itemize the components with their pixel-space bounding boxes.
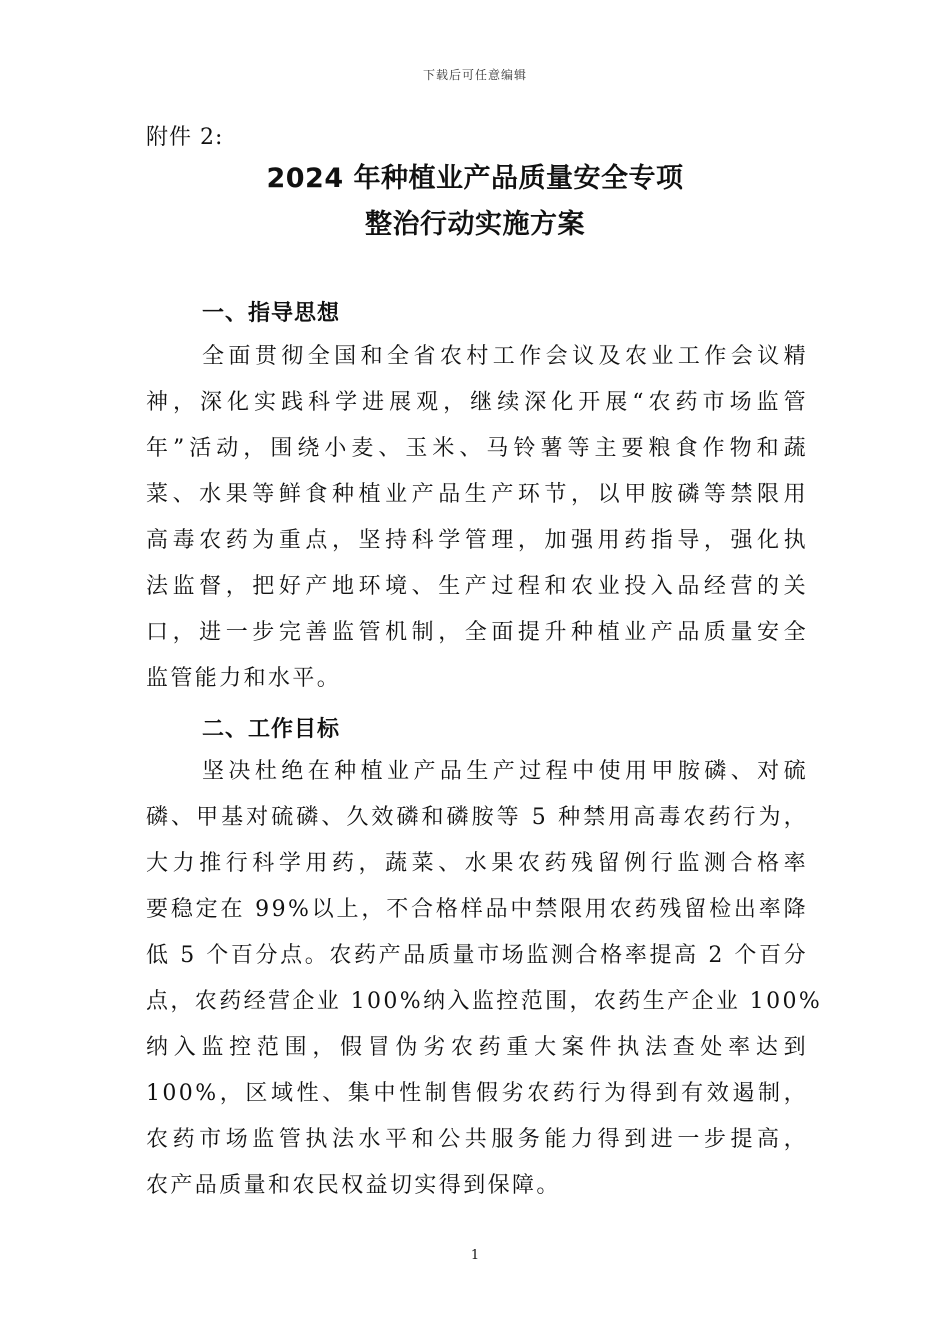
document-title-line-1: 2024 年种植业产品质量安全专项 bbox=[266, 163, 684, 194]
paragraph-line: 年”活动，围绕小麦、玉米、马铃薯等主要粮食作物和蔬 bbox=[146, 436, 808, 461]
header-note: 下载后可任意编辑 bbox=[422, 68, 527, 82]
paragraph-line: 大力推行科学用药，蔬菜、水果农药残留例行监测合格率 bbox=[146, 851, 808, 876]
paragraph-line: 全面贯彻全国和全省农村工作会议及农业工作会议精 bbox=[202, 344, 808, 369]
paragraph-line: 低 5 个百分点。农药产品质量市场监测合格率提高 2 个百分 bbox=[146, 943, 808, 968]
paragraph-line: 点，农药经营企业 100%纳入监控范围，农药生产企业 100% bbox=[146, 989, 823, 1014]
page-number: 1 bbox=[470, 1248, 480, 1263]
paragraph-line: 高毒农药为重点，坚持科学管理，加强用药指导，强化执 bbox=[146, 528, 808, 553]
section-heading-work-objectives: 二、工作目标 bbox=[202, 717, 341, 742]
paragraph-line: 法监督，把好产地环境、生产过程和农业投入品经营的关 bbox=[146, 574, 808, 599]
paragraph-line: 要稳定在 99%以上，不合格样品中禁限用农药残留检出率降 bbox=[146, 897, 808, 922]
paragraph-line: 磷、甲基对硫磷、久效磷和磷胺等 5 种禁用高毒农药行为， bbox=[146, 805, 808, 830]
paragraph-line: 神，深化实践科学进展观，继续深化开展“农药市场监管 bbox=[146, 390, 808, 415]
document-title-line-2: 整治行动实施方案 bbox=[365, 209, 585, 240]
section-body-work-objectives bbox=[146, 749, 823, 1209]
paragraph-line: 农产品质量和农民权益切实得到保障。 bbox=[146, 1173, 561, 1198]
section-heading-guiding-ideology: 一、指导思想 bbox=[202, 301, 341, 326]
attachment-label: 附件 2: bbox=[146, 125, 224, 150]
paragraph-line: 口，进一步完善监管机制，全面提升种植业产品质量安全 bbox=[146, 620, 808, 645]
paragraph-line: 农药市场监管执法水平和公共服务能力得到进一步提高， bbox=[146, 1127, 808, 1152]
paragraph-line: 坚决杜绝在种植业产品生产过程中使用甲胺磷、对硫 bbox=[202, 759, 808, 784]
paragraph-line: 100%，区域性、集中性制售假劣农药行为得到有效遏制， bbox=[146, 1081, 808, 1106]
paragraph-line: 监管能力和水平。 bbox=[146, 666, 342, 691]
section-body-guiding-ideology bbox=[146, 334, 808, 702]
paragraph-line: 纳入监控范围，假冒伪劣农药重大案件执法查处率达到 bbox=[146, 1035, 808, 1060]
paragraph-line: 菜、水果等鲜食种植业产品生产环节，以甲胺磷等禁限用 bbox=[146, 482, 808, 507]
